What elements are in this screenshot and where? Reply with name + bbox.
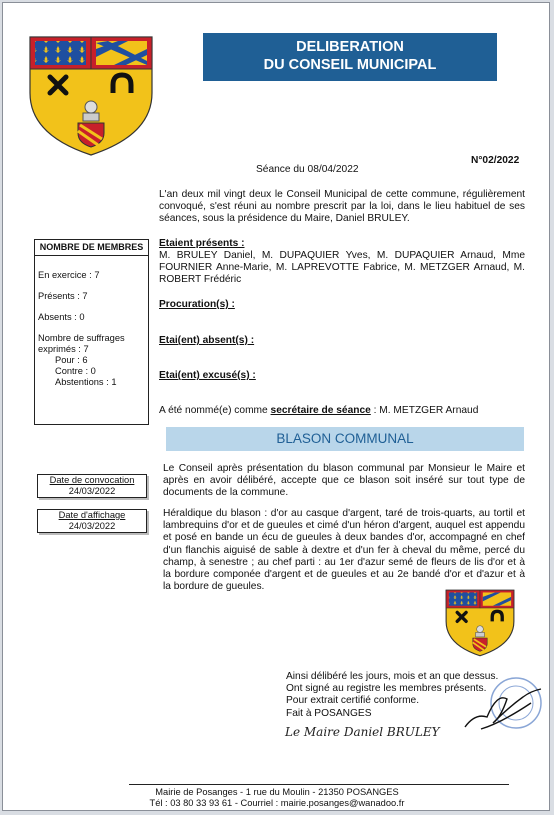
title-line-1: DELIBERATION bbox=[296, 39, 404, 55]
footer-contact: Tél : 03 80 33 93 61 - Courriel : mairie.posanges@wanadoo.fr bbox=[149, 798, 405, 808]
convocation-box bbox=[37, 474, 147, 498]
secretaire-label: secrétaire de séance bbox=[270, 405, 371, 416]
absents-label: Etai(ent) absent(s) : bbox=[159, 335, 255, 346]
members-suffrages-l2: exprimés : 7 bbox=[38, 344, 89, 354]
members-pour: Pour : 6 bbox=[55, 355, 88, 365]
blason-paragraph-2: Héraldique du blason : d'or au casque d'argent, taré de trois-quarts, au tortil et lambrequins d'or et de gueules et cimé d'un héron d'argent, auquel est appendu et posé en bande un écu de gueules à deux bandes d'or, accompagné en chef d'un flanchis aiguisé de sable à dextre et d'un fer à cheval du même, percé du champ, à senestre ; au chef parti : au 1er d'azur semé de fleurs de lis d'or et à la bordure componée d'argent et de gueules et au 2e bandé d'or et d'azur et à la bordure de gueules. bbox=[163, 508, 525, 593]
members-box-title: NOMBRE DE MEMBRES bbox=[35, 240, 148, 256]
intro-paragraph: L'an deux mil vingt deux le Conseil Municipal de cette commune, régulièrement convoqué, s'est réuni au nombre prescrit par la loi, dans le lieu habituel de ses séances, sous la présidence du Maire, Daniel BRULEY. bbox=[159, 189, 525, 225]
members-abstentions: Abstentions : 1 bbox=[55, 377, 117, 387]
members-absents: Absents : 0 bbox=[38, 312, 85, 322]
seance-date: Séance du 08/04/2022 bbox=[256, 164, 359, 175]
handwritten-signature bbox=[461, 683, 545, 733]
footer-address: Mairie de Posanges - 1 rue du Moulin - 21350 POSANGES bbox=[155, 787, 399, 797]
document-title bbox=[203, 33, 497, 81]
affichage-box bbox=[37, 509, 147, 533]
coat-of-arms-logo bbox=[28, 35, 154, 157]
footer-divider bbox=[129, 784, 509, 785]
closing-line-4: Fait à POSANGES bbox=[286, 707, 372, 719]
convocation-date: 24/03/2022 bbox=[68, 486, 116, 496]
members-presents: Présents : 7 bbox=[38, 291, 88, 301]
members-contre: Contre : 0 bbox=[55, 366, 96, 376]
secretaire-prefix: A été nommé(e) comme bbox=[159, 405, 271, 416]
mayor-signature-text: Le Maire Daniel BRULEY bbox=[285, 725, 440, 739]
affichage-label: Date d'affichage bbox=[58, 510, 126, 520]
members-box bbox=[34, 239, 149, 425]
affichage-date: 24/03/2022 bbox=[68, 521, 116, 531]
members-suffrages-l1: Nombre de suffrages bbox=[38, 333, 125, 343]
procurations-label: Procuration(s) : bbox=[159, 299, 235, 310]
closing-line-3: Pour extrait certifié conforme. bbox=[286, 695, 420, 707]
closing-line-2: Ont signé au registre les membres présents. bbox=[286, 683, 487, 695]
blason-paragraph-1: Le Conseil après présentation du blason communal par Monsieur le Maire et après en avoir délibéré, accepte que ce blason soit inséré sur tout type de documents de la commune. bbox=[163, 463, 525, 499]
members-en-exercice: En exercice : 7 bbox=[38, 270, 100, 280]
excuses-label: Etai(ent) excusé(s) : bbox=[159, 370, 256, 381]
coat-of-arms-small bbox=[445, 581, 515, 665]
convocation-label: Date de convocation bbox=[49, 475, 135, 485]
document-page bbox=[2, 2, 550, 811]
secretaire-name: : M. METZGER Arnaud bbox=[370, 405, 479, 416]
deliberation-number: N°02/2022 bbox=[471, 155, 520, 166]
title-line-2: DU CONSEIL MUNICIPAL bbox=[263, 57, 437, 73]
secretaire-line bbox=[159, 405, 478, 417]
footer bbox=[3, 787, 551, 809]
presents-label: Etaient présents : bbox=[159, 238, 245, 249]
blason-section-title: BLASON COMMUNAL bbox=[166, 427, 524, 451]
closing-line-1: Ainsi délibéré les jours, mois et an que dessus. bbox=[286, 671, 499, 682]
presents-list: M. BRULEY Daniel, M. DUPAQUIER Yves, M. DUPAQUIER Arnaud, Mme FOURNIER Anne-Marie, M. LAPREVOTTE Fabrice, M. METZGER Arnaud, M. ROBERT Frédéric bbox=[159, 250, 525, 286]
